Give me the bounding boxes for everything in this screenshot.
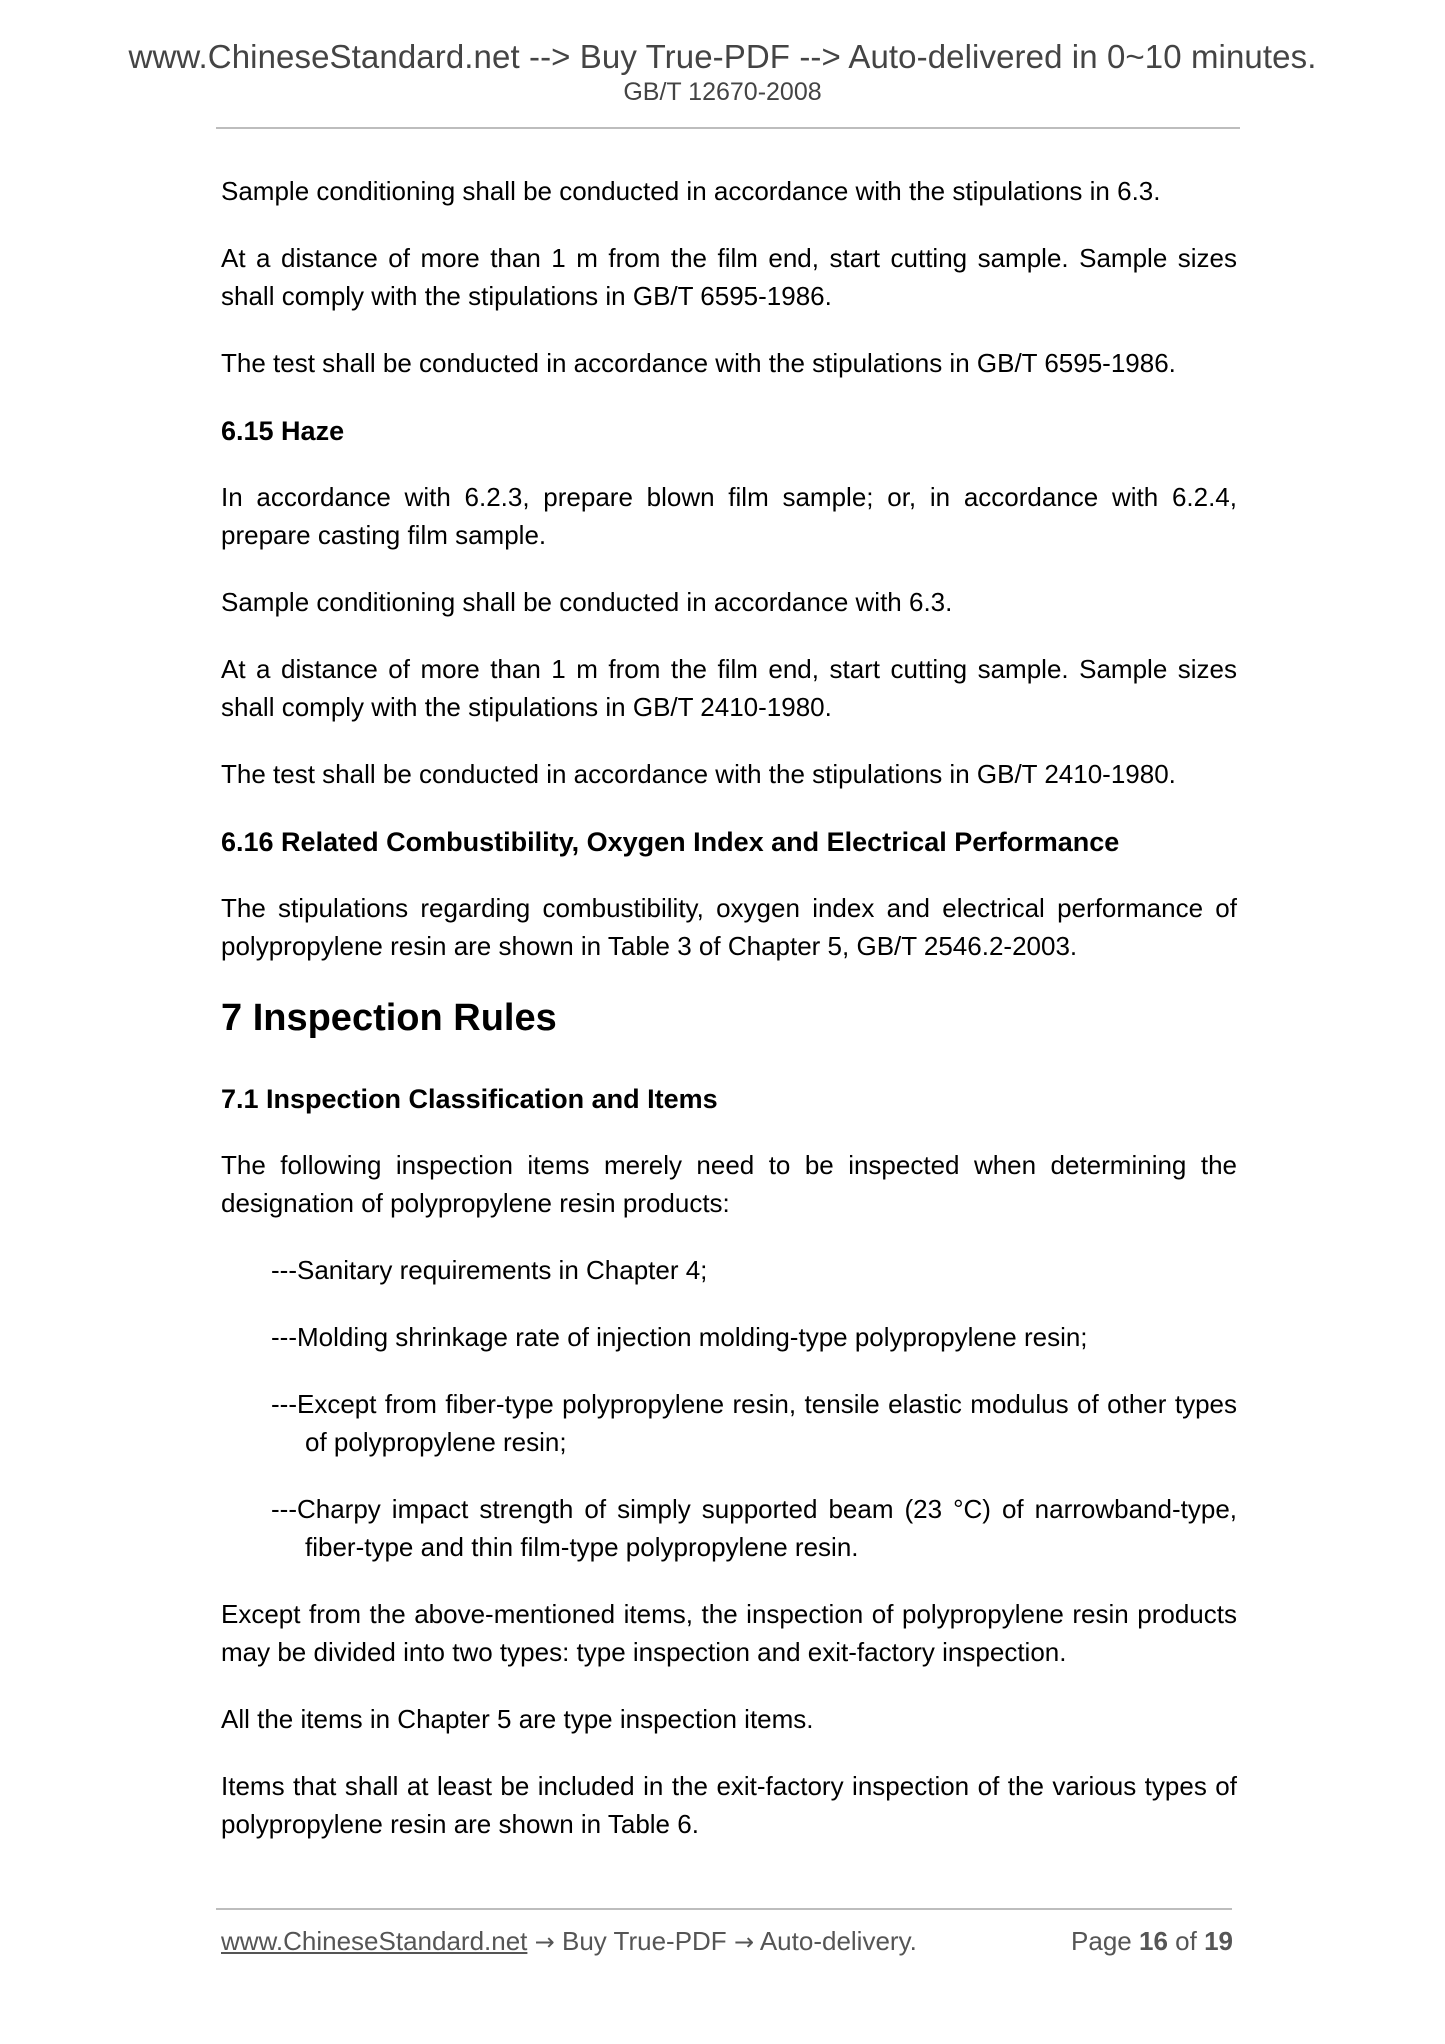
page-label: Page (1071, 1926, 1132, 1956)
header-divider (216, 127, 1240, 129)
chapter-heading-7: 7 Inspection Rules (221, 997, 557, 1039)
paragraph: Except from the above-mentioned items, the inspection of polypropylene resin products may be divided into two types: type inspection and exit-factory inspection. (221, 1599, 1237, 1667)
page-of-label: of (1175, 1926, 1197, 1956)
page-indicator (1071, 1926, 1233, 1957)
site-link[interactable]: www.ChineseStandard.net (221, 1926, 528, 1956)
paragraph: The test shall be conducted in accordance with the stipulations in GB/T 2410-1980. (221, 759, 1176, 789)
section-heading-7-1: 7.1 Inspection Classification and Items (221, 1084, 718, 1114)
footer-left (221, 1926, 917, 1957)
document-body (221, 172, 1237, 1872)
arrow-right-icon: → (534, 1928, 555, 1956)
list-item: ---Molding shrinkage rate of injection molding-type polypropylene resin; (271, 1322, 1088, 1352)
list-item: ---Except from fiber-type polypropylene resin, tensile elastic modulus of other types of polypropylene resin; (271, 1389, 1237, 1457)
auto-delivery-text: Auto-delivery. (759, 1926, 917, 1956)
page-current: 16 (1139, 1926, 1168, 1956)
paragraph: Sample conditioning shall be conducted in accordance with the stipulations in 6.3. (221, 176, 1161, 206)
paragraph: In accordance with 6.2.3, prepare blown film sample; or, in accordance with 6.2.4, prepare casting film sample. (221, 482, 1237, 550)
arrow-right-icon: → (733, 1928, 755, 1956)
list-item: ---Charpy impact strength of simply supported beam (23 °C) of narrowband-type, fiber-type and thin film-type polypropylene resin. (271, 1494, 1237, 1562)
section-heading-6-15: 6.15 Haze (221, 416, 345, 446)
section-heading-6-16: 6.16 Related Combustibility, Oxygen Index and Electrical Performance (221, 827, 1120, 857)
paragraph: The following inspection items merely need to be inspected when determining the designation of polypropylene resin products: (221, 1150, 1237, 1218)
paragraph: All the items in Chapter 5 are type inspection items. (221, 1704, 814, 1734)
page-total: 19 (1204, 1926, 1233, 1956)
footer-divider (216, 1908, 1232, 1910)
paragraph: The stipulations regarding combustibility, oxygen index and electrical performance of polypropylene resin are shown in Table 3 of Chapter 5, GB/T 2546.2-2003. (221, 893, 1237, 961)
paragraph: Items that shall at least be included in the exit-factory inspection of the various types of polypropylene resin are shown in Table 6. (221, 1771, 1237, 1839)
standard-code: GB/T 12670-2008 (623, 78, 822, 106)
list-item: ---Sanitary requirements in Chapter 4; (271, 1255, 708, 1285)
paragraph: The test shall be conducted in accordance with the stipulations in GB/T 6595-1986. (221, 348, 1176, 378)
paragraph: Sample conditioning shall be conducted in accordance with 6.3. (221, 587, 953, 617)
paragraph: At a distance of more than 1 m from the film end, start cutting sample. Sample sizes shall comply with the stipulations in GB/T 2410-1980. (221, 654, 1237, 722)
paragraph: At a distance of more than 1 m from the film end, start cutting sample. Sample sizes shall comply with the stipulations in GB/T 6595-1986. (221, 243, 1237, 311)
header-banner: www.ChineseStandard.net --> Buy True-PDF --> Auto-delivered in 0~10 minutes. (128, 38, 1317, 75)
buy-true-pdf-text: Buy True-PDF (561, 1926, 727, 1956)
